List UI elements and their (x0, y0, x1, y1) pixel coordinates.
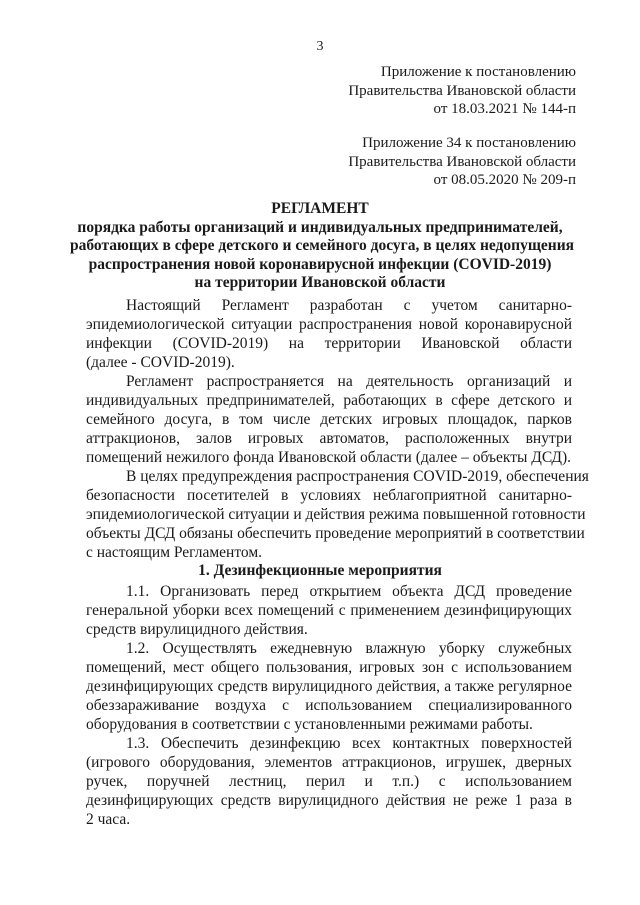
paragraph-line: эпидемиологической ситуации распространения новой коронавирусной (86, 316, 572, 333)
paragraph-line: объекты ДСД обязаны обеспечить проведение мероприятий в соответствии (86, 525, 585, 542)
paragraph-line: эпидемиологической ситуации и действия режима повышенной готовности (86, 506, 586, 523)
intro-paragraphs (86, 296, 589, 562)
paragraph-line: Регламент распространяется на деятельность организаций и (126, 373, 572, 390)
title-line: распространения новой коронавирусной инфекции (COVID-2019) (88, 255, 552, 273)
paragraph-line: дезинфицирующих средств вирулицидного действия, а также регулярное (86, 678, 572, 695)
paragraph-line: ручек, поручней лестниц, перил и т.п.) с использованием (86, 773, 572, 790)
title-line: на территории Ивановской области (194, 274, 446, 291)
paragraph-line: 1.2. Осуществлять ежедневную влажную уборку служебных (126, 640, 572, 657)
paragraph-line: помещений нежилого фонда Ивановской области (далее – объекты ДСД). (86, 449, 572, 466)
page-number: 3 (316, 39, 324, 54)
paragraph-line: (далее - COVID-2019). (86, 354, 235, 371)
title-heading: РЕГЛАМЕНТ (271, 200, 369, 217)
paragraph-line: безопасности посетителей в условиях неблагоприятной санитарно- (86, 487, 572, 504)
paragraph-line: Настоящий Регламент разработан с учетом санитарно- (126, 297, 572, 314)
appendix-reference-current (348, 63, 576, 119)
paragraph-line: семейного досуга, в том числе детских игровых площадок, парков (86, 411, 572, 428)
paragraph-line: средств вирулицидного действия. (86, 621, 308, 638)
appendix-line: от 08.05.2020 № 209-п (433, 172, 576, 188)
paragraph-line: 2 часа. (86, 811, 131, 828)
appendix-line: Правительства Ивановской области (348, 153, 576, 170)
paragraph-line: генеральной уборки всех помещений с применением дезинфицирующих (86, 602, 572, 619)
title-line: работающих в сфере детского и семейного досуга, в целях недопущения (70, 237, 575, 254)
paragraph-line: инфекции (COVID-2019) на территории Ивановской области (86, 335, 572, 352)
appendix-line: Правительства Ивановской области (348, 82, 576, 99)
paragraph-line: 1.3. Обеспечить дезинфекцию всех контактных поверхностей (126, 735, 572, 752)
appendix-line: от 18.03.2021 № 144-п (433, 101, 576, 117)
paragraph-line: дезинфицирующих средств вирулицидного действия не реже 1 раза в (86, 792, 572, 809)
paragraph-line: оборудования в соответствии с установленными режимами работы. (86, 716, 533, 733)
paragraph-line: 1.1. Организовать перед открытием объекта ДСД проведение (126, 583, 572, 600)
title-line: порядка работы организаций и индивидуальных предпринимателей, (77, 218, 563, 236)
paragraph-line: помещений, мест общего пользования, игровых зон с использованием (86, 659, 572, 676)
paragraph-line: обеззараживание воздуха с использованием специализированного (86, 697, 572, 714)
paragraph-line: (игрового оборудования, элементов аттракционов, игрушек, дверных (86, 754, 572, 771)
paragraph-line: В целях предупреждения распространения COVID-2019, обеспечения (126, 468, 589, 485)
appendix-line: Приложение 34 к постановлению (362, 135, 576, 151)
paragraph-line: аттракционов, залов игровых автоматов, расположенных внутри (86, 430, 572, 447)
document-title (70, 200, 575, 293)
section-heading: 1. Дезинфекционные мероприятия (198, 562, 442, 579)
paragraph-line: индивидуальных предпринимателей, работающих в сфере детского и (86, 392, 572, 409)
appendix-reference-original (348, 134, 576, 190)
appendix-line: Приложение к постановлению (380, 64, 576, 80)
paragraph-line: с настоящим Регламентом. (86, 544, 263, 561)
section-1-paragraphs (86, 582, 572, 829)
